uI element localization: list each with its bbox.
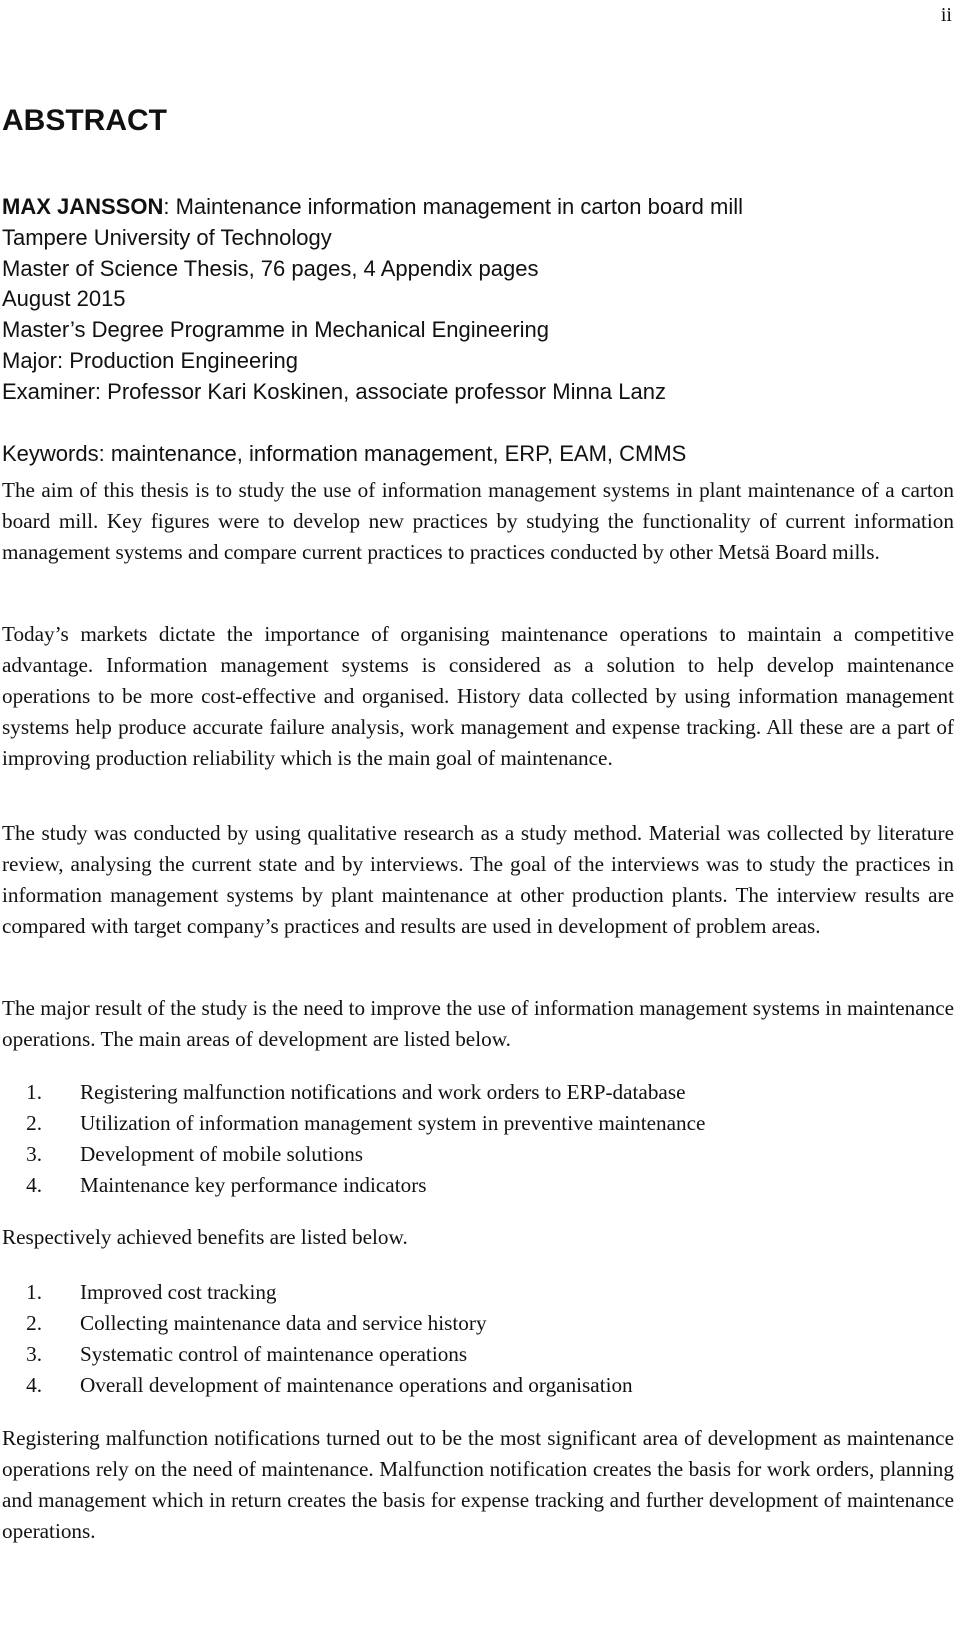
list-item: 3. Systematic control of maintenance operations [26, 1342, 468, 1366]
examiner: Examiner: Professor Kari Koskinen, associate professor Minna Lanz [2, 378, 666, 404]
major: Major: Production Engineering [2, 347, 298, 373]
paragraph-conclusion: Registering malfunction notifications turned out to be the most significant area of development as maintenance operations rely on the need of maintenance. Malfunction notification creates the basis for work orders, planning and management which in return creates the basis for expense tracking and further development of maintenance operations. [2, 1426, 954, 1543]
list-item: 3. Development of mobile solutions [26, 1142, 364, 1166]
thesis-metadata [2, 192, 743, 408]
list-item: 1. Improved cost tracking [26, 1280, 277, 1304]
thesis-info: Master of Science Thesis, 76 pages, 4 Appendix pages [2, 255, 539, 281]
keywords: Keywords: maintenance, information management, ERP, EAM, CMMS [2, 441, 687, 466]
list-item: 4. Overall development of maintenance operations and organisation [26, 1373, 633, 1397]
paragraph-aim: The aim of this thesis is to study the use of information management systems in plant maintenance of a carton board mill. Key figures were to develop new practices by studying the functionality of current information management systems and compare current practices to practices conducted by other Metsä Board mills. [2, 478, 954, 564]
abstract-heading: ABSTRACT [2, 104, 167, 137]
list-item: 2. Collecting maintenance data and service history [26, 1311, 487, 1335]
programme: Master’s Degree Programme in Mechanical Engineering [2, 317, 550, 343]
page-number: ii [940, 4, 952, 26]
paragraph-markets: Today’s markets dictate the importance of organising maintenance operations to maintain a competitive advantage. Information management systems is considered as a solution to help develop maintenance operations to be more cost-effective and organised. History data collected by using information management systems help produce accurate failure analysis, work management and expense tracking. All these are a part of improving production reliability which is the main goal of maintenance. [2, 622, 954, 770]
list-item: 2. Utilization of information management system in preventive maintenance [26, 1111, 706, 1135]
thesis-title: : Maintenance information management in carton board mill [163, 194, 743, 219]
development-areas-list [2, 1077, 705, 1201]
date: August 2015 [2, 286, 126, 312]
paragraph-benefits-intro: Respectively achieved benefits are listed below. [2, 1225, 408, 1249]
benefits-list [2, 1277, 633, 1401]
list-item: 4. Maintenance key performance indicators [26, 1173, 427, 1197]
author-name: MAX JANSSON [2, 194, 164, 219]
list-item: 1. Registering malfunction notifications and work orders to ERP-database [26, 1080, 686, 1104]
paragraph-method: The study was conducted by using qualitative research as a study method. Material was collected by literature review, analysing the current state and by interviews. The goal of the interviews was to study the practices in information management systems by plant maintenance at other production plants. The interview results are compared with target company’s practices and results are used in development of problem areas. [2, 821, 954, 938]
university: Tampere University of Technology [2, 224, 332, 250]
paragraph-result: The major result of the study is the need to improve the use of information management systems in maintenance operations. The main areas of development are listed below. [2, 996, 955, 1051]
title-line [2, 192, 743, 223]
